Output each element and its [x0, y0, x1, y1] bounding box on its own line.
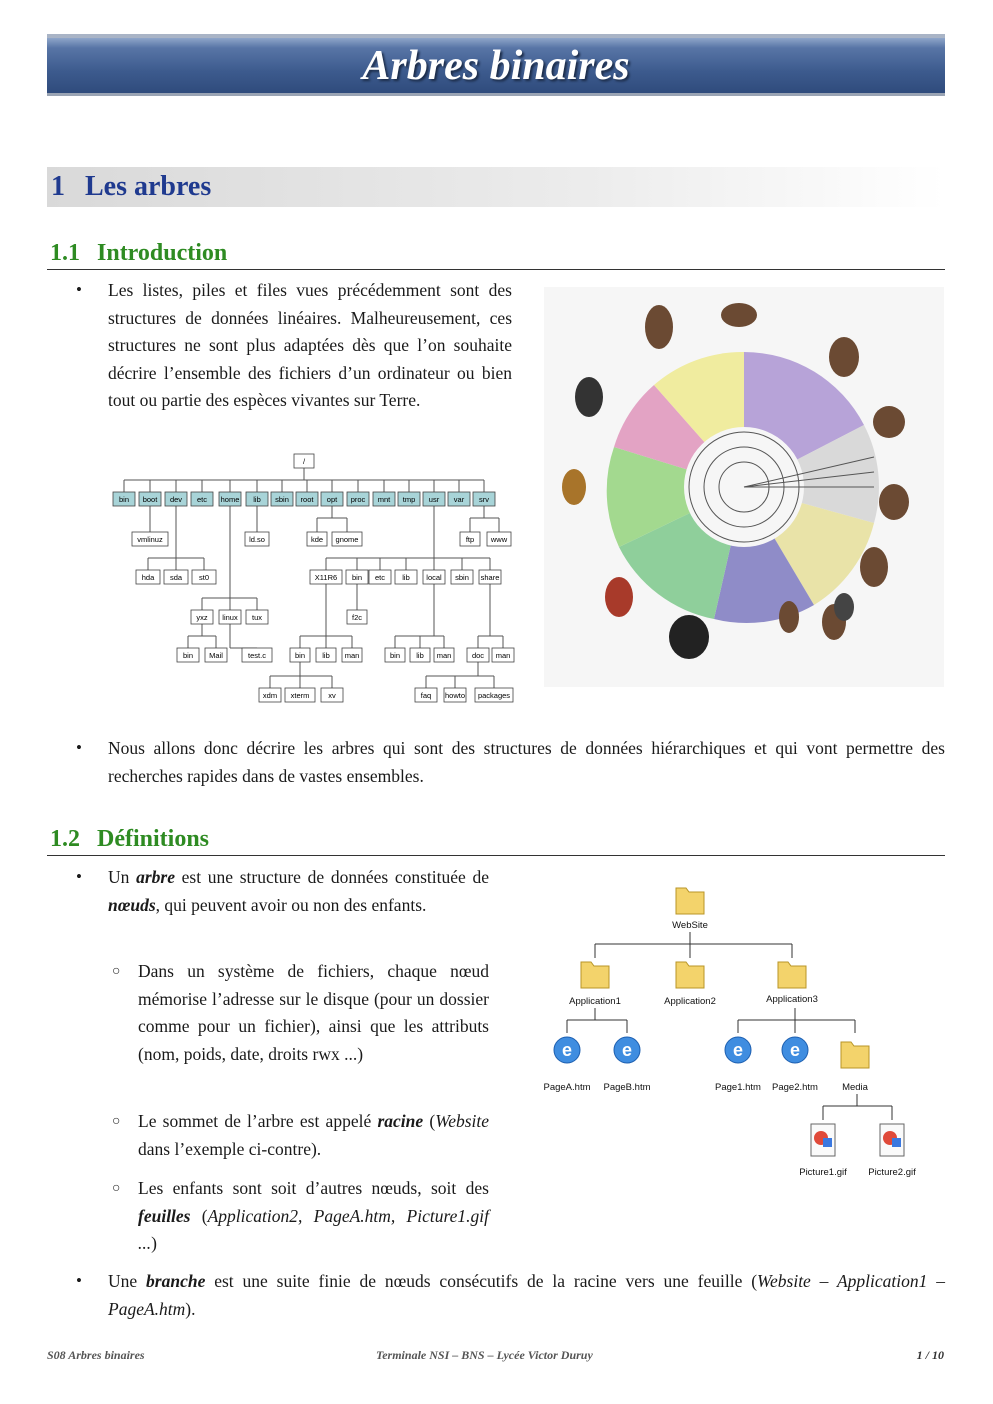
- term-racine: racine: [377, 1111, 424, 1131]
- fs-testc-label: test.c: [248, 651, 266, 660]
- fs-doc-faq-label: faq: [420, 691, 432, 700]
- fs-dir-boot-label: boot: [142, 495, 158, 504]
- fs-usr-local-label: local: [426, 573, 442, 582]
- fs-dir-home-label: home: [220, 495, 240, 504]
- fs-dir-srv-label: srv: [479, 495, 489, 504]
- fs-ftp-label: ftp: [465, 535, 475, 544]
- phylogenetic-tree-image: [544, 287, 944, 687]
- example-root: Website: [435, 1111, 490, 1131]
- picture1-image-shape: [823, 1138, 832, 1147]
- fs-usr-bin-label: bin: [351, 573, 363, 582]
- fs-yxz-bin-label: bin: [182, 651, 194, 660]
- fs-x11-lib-label: lib: [322, 651, 330, 660]
- fs-ldso-label: ld.so: [249, 535, 265, 544]
- media-item2-label: Picture2.gif: [868, 1167, 916, 1178]
- subsection-heading-intro: [47, 237, 945, 270]
- fs-x11-man-label: man: [344, 651, 360, 660]
- bullet-icon: •: [76, 280, 82, 299]
- page2-ie-glyph: e: [621, 1040, 633, 1060]
- fs-dev-st0-label: st0: [198, 573, 210, 582]
- bullet-icon: •: [76, 738, 82, 757]
- phylogeny-circle: [544, 287, 944, 687]
- title-banner: [47, 34, 945, 96]
- fs-dir-var-label: var: [453, 495, 465, 504]
- subdef-filesystem: Dans un système de fichiers, chaque nœud mémorise l’adresse sur le disque (pour un dossier comme pour un fichier), ainsi que les attributs (nom, poids, date, droits rwx ...): [138, 961, 489, 1064]
- intro-paragraph-1: Les listes, piles et files vues précédemment sont des structures de données linéaires. Malheureusement, ces structures ne sont plus adaptées dès que l’on souhaite décrire l’ensemble des fichiers d’un ordinateur ou bien tout ou partie des espèces vivantes sur Terre.: [108, 280, 512, 411]
- fs-vmlinuz-label: vmlinuz: [137, 535, 163, 544]
- fs-local-lib-label: lib: [416, 651, 424, 660]
- filesystem-tree-diagram: [112, 450, 517, 705]
- footer-center: Terminale NSI – BNS – Lycée Victor Duruy: [376, 1348, 593, 1362]
- text-run: Une: [108, 1271, 147, 1291]
- fs-dir-opt-label: opt: [326, 495, 338, 504]
- text-run: est une structure de données constituée de: [174, 867, 489, 887]
- fs-gnome-label: gnome: [335, 535, 359, 544]
- text-run: ).: [185, 1298, 196, 1319]
- app1-page2-label: PageB.htm: [603, 1082, 651, 1093]
- text-run: est une suite finie de nœuds consécutifs de la racine vers une feuille (: [205, 1271, 758, 1291]
- app3page2-ie-glyph: e: [789, 1040, 801, 1060]
- website-label: WebSite: [672, 920, 708, 931]
- fs-dir-root-label: root: [300, 495, 314, 504]
- app1-label: Application1: [569, 996, 621, 1007]
- subsection-title: Introduction: [97, 240, 228, 266]
- subdef-feuilles: [138, 1175, 489, 1258]
- fs-local-bin-label: bin: [389, 651, 401, 660]
- fs-dir-sbin-label: sbin: [275, 495, 289, 504]
- text-run: ): [151, 1233, 157, 1254]
- fs-dir-proc-label: proc: [350, 495, 366, 504]
- website-folder-icon: [676, 888, 704, 914]
- fs-usr-sbin-label: sbin: [455, 573, 469, 582]
- bullet-icon: •: [76, 1271, 82, 1290]
- fs-share-man-label: man: [495, 651, 511, 660]
- fs-usr-etc-label: etc: [374, 573, 386, 582]
- fs-yxz-Mail-label: Mail: [209, 651, 223, 660]
- subdef-racine: [138, 1108, 489, 1163]
- page1-ie-glyph: e: [561, 1040, 573, 1060]
- term-branche: branche: [146, 1271, 206, 1291]
- fs-x11bin-xterm-label: xterm: [290, 691, 310, 700]
- definition-branche: [108, 1268, 945, 1323]
- app3-item1-label: Page1.htm: [715, 1082, 761, 1093]
- fs-x11bin-xv-label: xv: [328, 691, 336, 700]
- bullet-icon: •: [76, 867, 82, 886]
- fs-dir-bin-label: bin: [118, 495, 130, 504]
- app3-item2-label: Page2.htm: [772, 1082, 818, 1093]
- app1-folder-icon: [581, 962, 609, 988]
- app3-item3-label: Media: [842, 1082, 868, 1093]
- app3-folder-icon: [778, 962, 806, 988]
- app3page1-ie-glyph: e: [732, 1040, 744, 1060]
- footer-page-number: 1 / 10: [916, 1348, 944, 1362]
- fs-dir-tmp-label: tmp: [402, 495, 416, 504]
- fs-doc-howto-label: howto: [444, 691, 466, 700]
- media-item1-label: Picture1.gif: [799, 1167, 847, 1178]
- fs-dir-mnt-label: mnt: [377, 495, 391, 504]
- media-folder-icon: [841, 1042, 869, 1068]
- fs-root-label: /: [302, 457, 306, 466]
- fs-home-tux-label: tux: [251, 613, 263, 622]
- footer-left: S08 Arbres binaires: [47, 1348, 145, 1362]
- picture2-image-shape: [892, 1138, 901, 1147]
- circle-bullet-icon: ○: [112, 1181, 121, 1196]
- example-branch: Website – Application1 – PageA.htm: [108, 1271, 945, 1319]
- circle-bullet-icon: ○: [112, 1114, 121, 1129]
- fs-usr-X11R6-label: X11R6: [314, 573, 338, 582]
- fs-dev-hda-label: hda: [141, 573, 155, 582]
- page-title: Arbres binaires: [362, 42, 630, 89]
- fs-f2c-label: f2c: [351, 613, 363, 622]
- fs-usr-share-label: share: [480, 573, 500, 582]
- text-run: Un: [108, 867, 137, 887]
- section-heading: [47, 167, 945, 207]
- term-arbre: arbre: [136, 867, 175, 887]
- term-noeuds: nœuds: [108, 894, 156, 915]
- subsection-heading-definitions: [47, 823, 945, 856]
- fs-dir-usr-label: usr: [428, 495, 440, 504]
- circle-bullet-icon: ○: [112, 964, 121, 979]
- fs-dir-dev-label: dev: [169, 495, 183, 504]
- app3-label: Application3: [766, 994, 818, 1005]
- fs-x11bin-xdm-label: xdm: [262, 691, 278, 700]
- section-title: Les arbres: [85, 171, 212, 202]
- term-feuilles: feuilles: [138, 1205, 191, 1226]
- fs-share-doc-label: doc: [471, 651, 485, 660]
- app2-label: Application2: [664, 996, 716, 1007]
- fs-local-man-label: man: [436, 651, 452, 660]
- app1-page1-label: PageA.htm: [543, 1082, 591, 1093]
- fs-dev-sda-label: sda: [169, 573, 183, 582]
- text-run: Les enfants sont soit d’autres nœuds, soit des: [138, 1178, 489, 1198]
- section-number: 1: [51, 171, 65, 202]
- fs-doc-packages-label: packages: [477, 691, 511, 700]
- fs-dir-lib-label: lib: [253, 495, 261, 504]
- fs-x11-bin-label: bin: [294, 651, 306, 660]
- intro-paragraph-2: Nous allons donc décrire les arbres qui sont des structures de données hiérarchiques et qui vont permettre des recherches rapides dans de vastes ensembles.: [108, 738, 945, 786]
- subsection-number: 1.1: [50, 240, 80, 266]
- subsection-number: 1.2: [50, 826, 80, 852]
- fs-kde-label: kde: [310, 535, 324, 544]
- website-tree-diagram: [530, 880, 940, 1185]
- text-run: (: [190, 1205, 208, 1226]
- fs-usr-lib-label: lib: [402, 573, 410, 582]
- fs-home-yxz-label: yxz: [196, 613, 208, 622]
- example-leaves: Application2, PageA.htm, Picture1.gif ...: [138, 1205, 490, 1254]
- definition-arbre: [108, 864, 489, 919]
- text-run: , qui peuvent avoir ou non des enfants.: [155, 894, 427, 915]
- fs-www-label: www: [490, 535, 508, 544]
- subsection-title: Définitions: [97, 826, 210, 852]
- fs-dir-etc-label: etc: [196, 495, 208, 504]
- text-run: Le sommet de l’arbre est appelé: [138, 1111, 378, 1131]
- text-run: (: [423, 1111, 436, 1131]
- text-run: dans l’exemple ci-contre).: [138, 1138, 322, 1159]
- fs-home-linux-label: linux: [222, 613, 238, 622]
- app2-folder-icon: [676, 962, 704, 988]
